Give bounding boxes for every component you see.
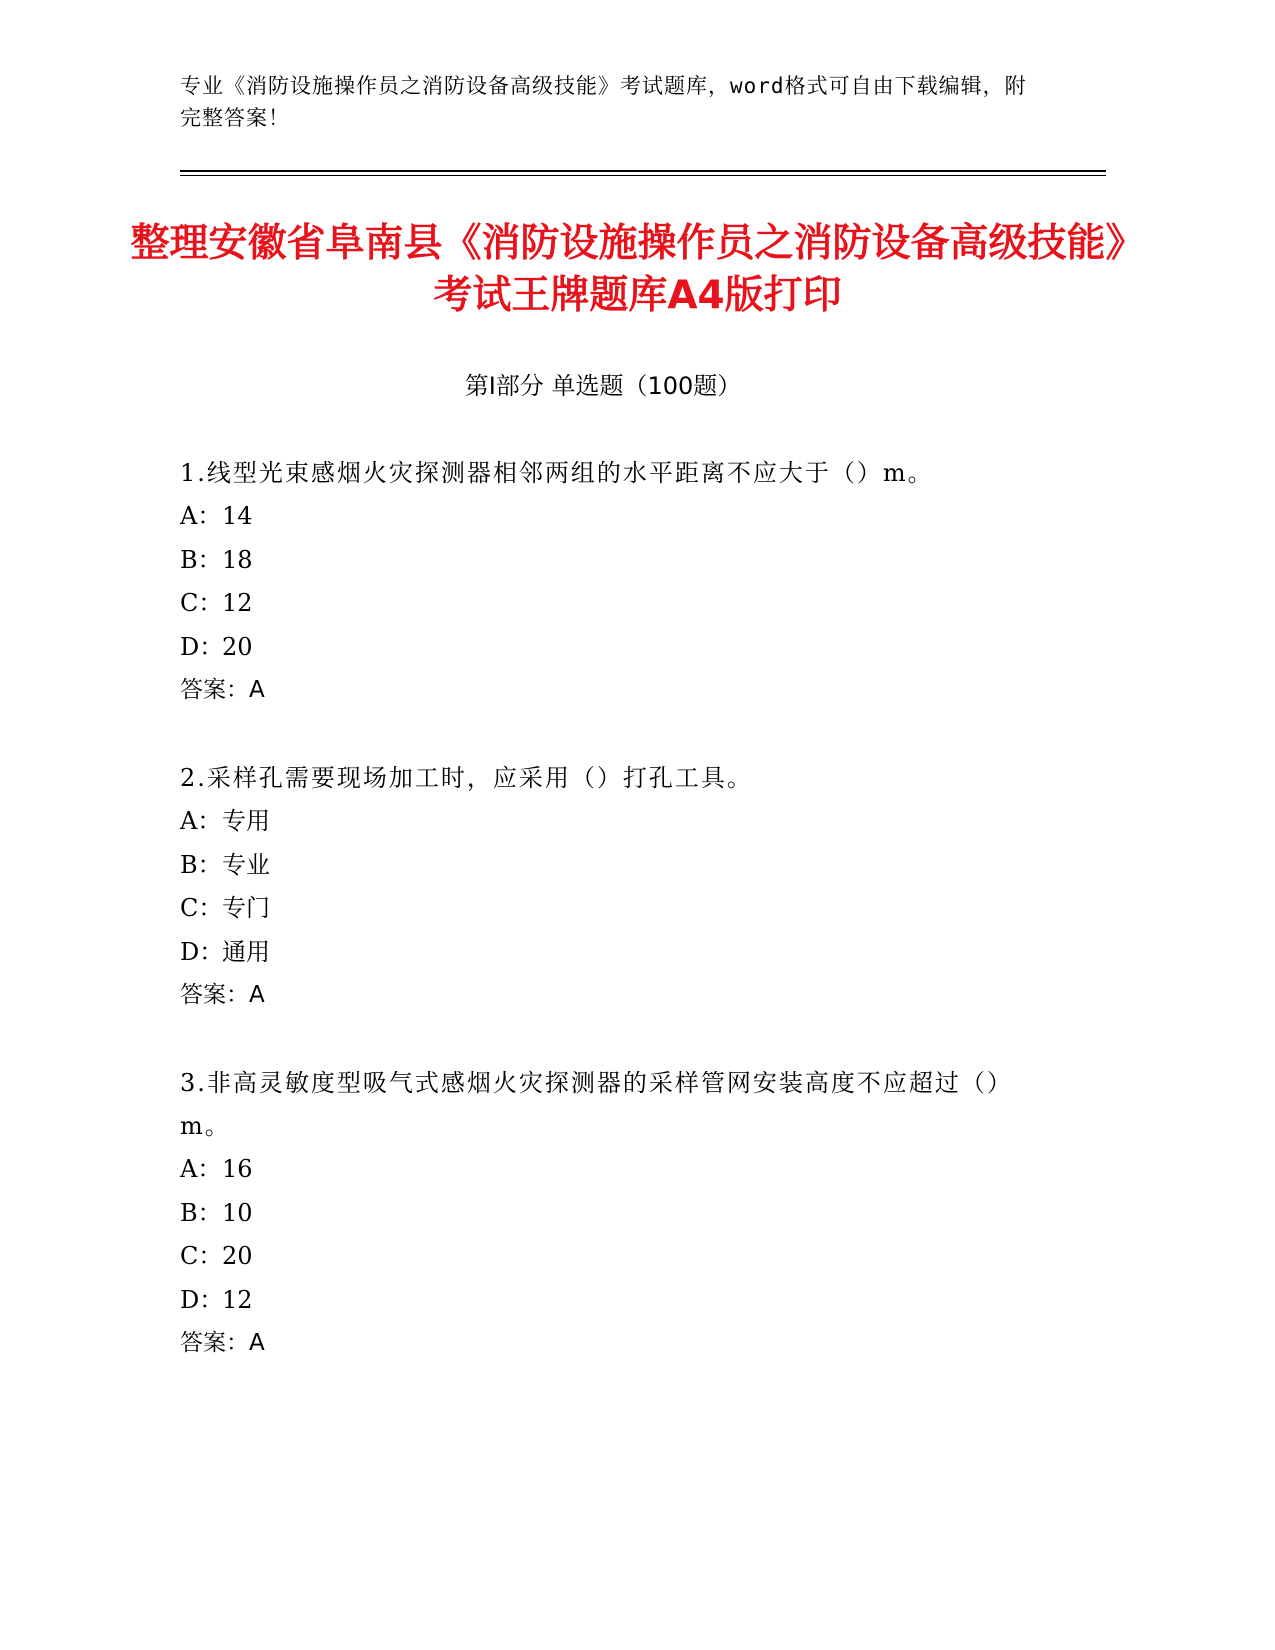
option-text: 12 <box>222 589 253 617</box>
option-key: A： <box>180 807 222 835</box>
option-b <box>180 1192 1040 1236</box>
option-text: 通用 <box>222 937 270 966</box>
option-key: B： <box>180 545 222 574</box>
option-text: 16 <box>222 1155 253 1183</box>
answer-line <box>180 669 1040 713</box>
section-heading: 第Ⅰ部分 单选题（100题） <box>464 372 742 400</box>
option-c <box>180 887 1040 931</box>
header-divider-thin <box>180 175 1106 176</box>
question-3 <box>180 1062 1040 1366</box>
option-d <box>180 626 1040 670</box>
option-text: 20 <box>222 1242 253 1270</box>
option-key: B： <box>180 850 222 879</box>
option-c <box>180 1235 1040 1279</box>
answer-value: A <box>249 677 265 703</box>
question-stem: 1.线型光束感烟火灾探测器相邻两组的水平距离不应大于（）m。 <box>180 459 934 487</box>
answer-line <box>180 974 1040 1018</box>
answer-line <box>180 1322 1040 1366</box>
header-note: 专业《消防设施操作员之消防设备高级技能》考试题库，word格式可自由下载编辑，附完整答案！ <box>180 74 1027 130</box>
option-text: 专业 <box>222 850 270 879</box>
option-d <box>180 1279 1040 1323</box>
question-1 <box>180 452 1040 713</box>
option-text: 20 <box>222 632 253 661</box>
option-key: A： <box>180 1155 222 1183</box>
option-a <box>180 1148 1040 1192</box>
option-text: 12 <box>222 1285 253 1314</box>
option-text: 14 <box>222 502 253 530</box>
question-stem: 3.非高灵敏度型吸气式感烟火灾探测器的采样管网安装高度不应超过（）m。 <box>180 1069 1013 1140</box>
option-a <box>180 800 1040 844</box>
question-2 <box>180 757 1040 1018</box>
question-stem: 2.采样孔需要现场加工时，应采用（）打孔工具。 <box>180 764 753 792</box>
option-d <box>180 931 1040 975</box>
option-key: D： <box>180 632 224 661</box>
header-divider-thick <box>180 170 1106 172</box>
option-text: 专门 <box>222 894 270 922</box>
option-key: C： <box>180 1242 223 1270</box>
option-text: 18 <box>222 545 253 574</box>
option-b <box>180 844 1040 888</box>
option-key: B： <box>180 1198 222 1227</box>
option-a <box>180 495 1040 539</box>
answer-value: A <box>249 982 265 1008</box>
option-key: C： <box>180 894 223 922</box>
option-b <box>180 539 1040 583</box>
document-title: 整理安徽省阜南县《消防设施操作员之消防设备高级技能》考试王牌题库A4版打印 <box>130 221 1145 318</box>
option-key: D： <box>180 937 224 966</box>
answer-label: 答案： <box>180 677 249 703</box>
option-key: C： <box>180 589 223 617</box>
option-text: 10 <box>222 1198 253 1227</box>
option-key: A： <box>180 502 222 530</box>
option-c <box>180 582 1040 626</box>
option-key: D： <box>180 1285 224 1314</box>
answer-label: 答案： <box>180 982 249 1008</box>
answer-label: 答案： <box>180 1330 249 1356</box>
answer-value: A <box>249 1330 265 1356</box>
option-text: 专用 <box>222 807 270 835</box>
